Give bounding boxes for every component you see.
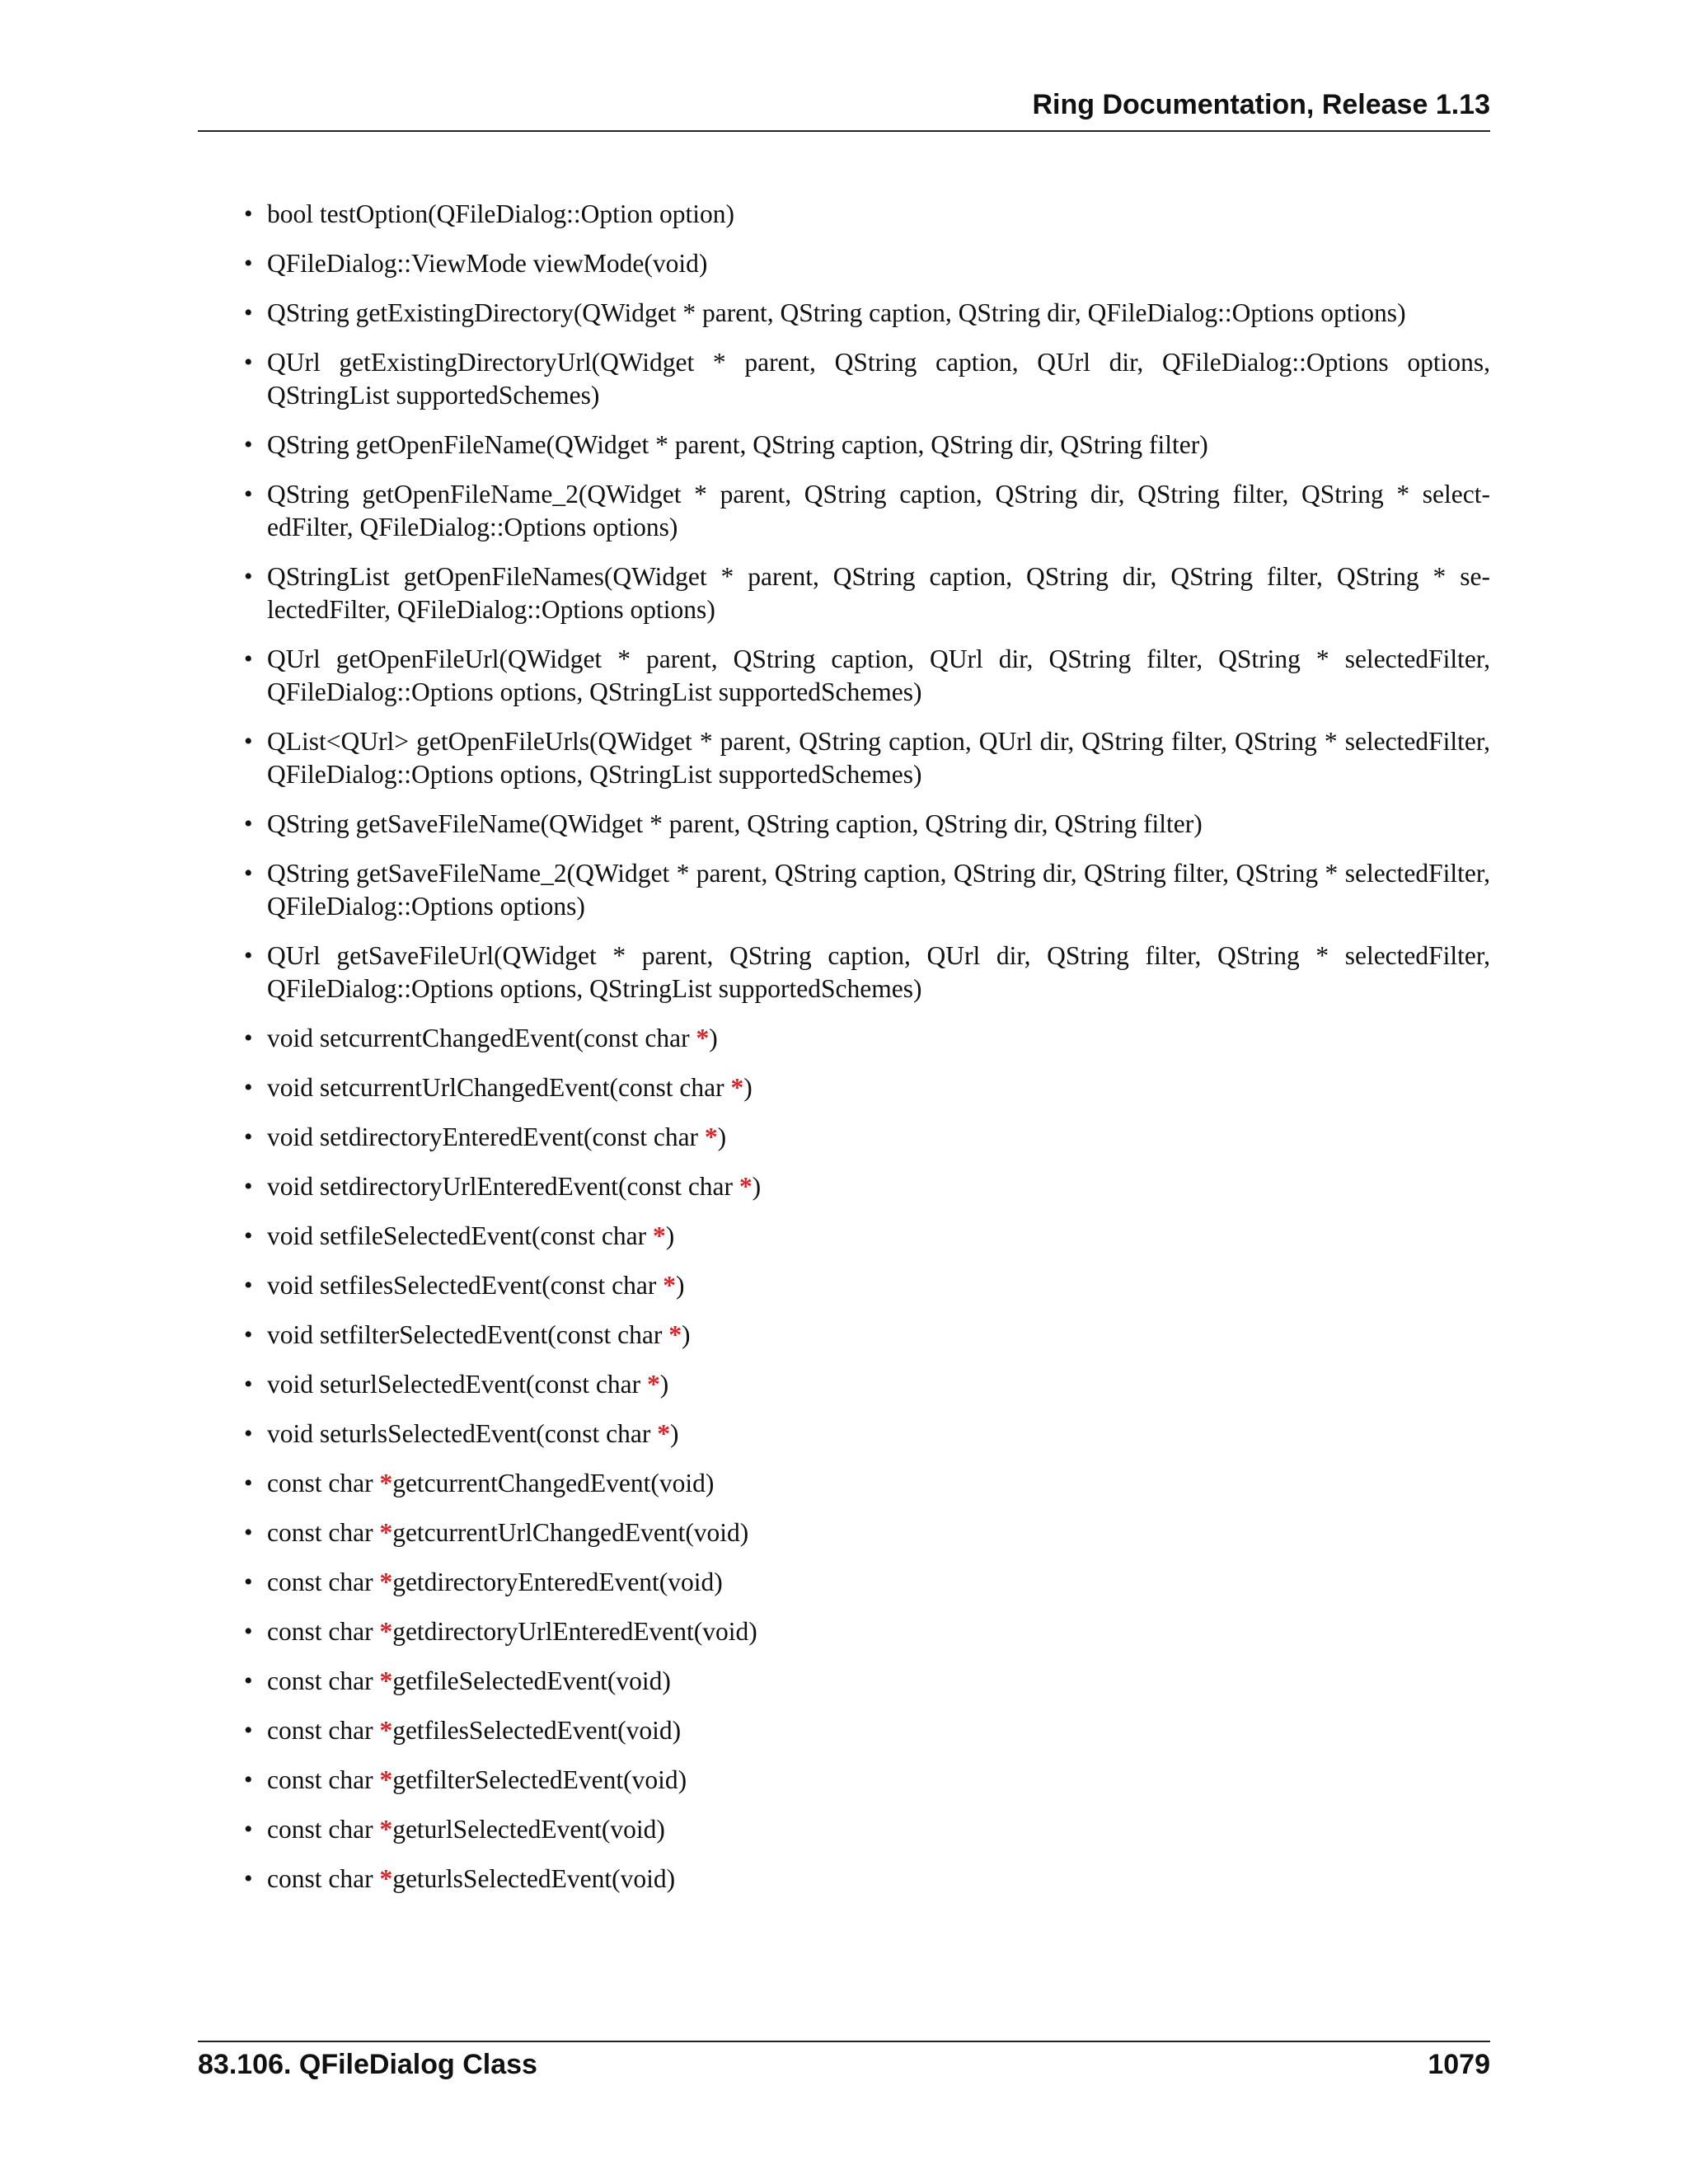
- method-signature-text: QString getSaveFileName_2(QWidget * parent, QString caption, QString dir, QString filter, QString * selectedFilter, QFileDialog::Options options): [267, 859, 1490, 921]
- list-item: [198, 1516, 1490, 1549]
- list-item: [198, 1022, 1490, 1055]
- method-signature-text: QString getExistingDirectory(QWidget * parent, QString caption, QString dir, QFileDialog::Options options): [267, 298, 1406, 327]
- bullet-icon: •: [244, 1568, 253, 1596]
- bullet-icon: •: [244, 645, 253, 673]
- pointer-asterisk: *: [738, 1172, 753, 1201]
- list-item: [198, 1714, 1490, 1747]
- method-signature-text: void setcurrentChangedEvent(const char: [267, 1024, 696, 1052]
- list-item: [198, 1418, 1490, 1451]
- bullet-icon: •: [244, 1865, 253, 1892]
- list-item: [198, 643, 1490, 709]
- method-signature-text: const char: [267, 1518, 380, 1547]
- list-item: [198, 429, 1490, 462]
- pointer-asterisk: *: [663, 1271, 676, 1300]
- method-signature-text: const char: [267, 1617, 380, 1646]
- bullet-icon: •: [244, 1123, 253, 1151]
- list-item: [198, 560, 1490, 626]
- bullet-icon: •: [244, 1371, 253, 1398]
- list-item: [198, 1467, 1490, 1500]
- list-item: [198, 247, 1490, 280]
- bullet-icon: •: [244, 1469, 253, 1497]
- bullet-icon: •: [244, 480, 253, 508]
- bullet-icon: •: [244, 860, 253, 887]
- method-signature-text: QUrl getSaveFileUrl(QWidget * parent, QString caption, QUrl dir, QString filter, QString * selectedFilter, QFileDialog::Options options, QStringList supportedSchemes): [267, 941, 1490, 1003]
- bullet-icon: •: [244, 1272, 253, 1299]
- bullet-icon: •: [244, 349, 253, 376]
- bullet-icon: •: [244, 1618, 253, 1645]
- method-signature-text: QFileDialog::ViewMode viewMode(void): [267, 249, 708, 278]
- bullet-icon: •: [244, 250, 253, 277]
- pointer-asterisk: *: [379, 1864, 393, 1893]
- bullet-icon: •: [244, 728, 253, 755]
- method-signature-tail: getfilesSelectedEvent(void): [392, 1716, 682, 1745]
- bullet-icon: •: [244, 1024, 253, 1052]
- bullet-icon: •: [244, 563, 253, 590]
- list-item: [198, 1071, 1490, 1104]
- method-signature-text: QUrl getOpenFileUrl(QWidget * parent, QString caption, QUrl dir, QString filter, QString * selectedFilter, QFileDialog::Options options, QStringList supportedSchemes): [267, 644, 1490, 706]
- method-signature-text: const char: [267, 1568, 380, 1596]
- method-signature-tail: ): [675, 1271, 685, 1300]
- method-signature-tail: ): [752, 1172, 762, 1201]
- list-item: [198, 1121, 1490, 1154]
- pointer-asterisk: *: [646, 1370, 660, 1399]
- pointer-asterisk: *: [657, 1419, 670, 1448]
- method-signature-text: const char: [267, 1765, 380, 1794]
- list-item: [198, 725, 1490, 791]
- method-signature-text: void seturlSelectedEvent(const char: [267, 1370, 647, 1399]
- bullet-icon: •: [244, 200, 253, 227]
- list-item: [198, 1269, 1490, 1302]
- pointer-asterisk: *: [379, 1765, 393, 1794]
- list-item: [198, 198, 1490, 231]
- pointer-asterisk: *: [379, 1617, 393, 1646]
- method-signature-text: void setdirectoryUrlEnteredEvent(const char: [267, 1172, 739, 1201]
- method-signature-text: const char: [267, 1716, 380, 1745]
- method-signature-text: void setdirectoryEnteredEvent(const char: [267, 1122, 705, 1151]
- footer-section-title: 83.106. QFileDialog Class: [198, 2049, 537, 2080]
- method-signature-text: const char: [267, 1815, 380, 1844]
- bullet-icon: •: [244, 1222, 253, 1249]
- list-item: [198, 1566, 1490, 1599]
- list-item: [198, 940, 1490, 1005]
- list-item: [198, 1368, 1490, 1401]
- bullet-icon: •: [244, 1667, 253, 1694]
- method-signature-text: QUrl getExistingDirectoryUrl(QWidget * parent, QString caption, QUrl dir, QFileDialog::Options options, QStringList supportedSchemes): [267, 348, 1490, 410]
- bullet-icon: •: [244, 1717, 253, 1744]
- bullet-icon: •: [244, 942, 253, 969]
- pointer-asterisk: *: [704, 1122, 718, 1151]
- pointer-asterisk: *: [730, 1073, 744, 1102]
- bullet-icon: •: [244, 299, 253, 326]
- method-signature-tail: ): [665, 1221, 675, 1250]
- method-signature-tail: geturlSelectedEvent(void): [392, 1815, 665, 1844]
- footer-rule: [198, 2041, 1490, 2042]
- bullet-icon: •: [244, 1420, 253, 1447]
- list-item: [198, 1764, 1490, 1797]
- bullet-icon: •: [244, 1321, 253, 1348]
- method-signature-tail: getfileSelectedEvent(void): [392, 1666, 671, 1695]
- method-signature-text: void seturlsSelectedEvent(const char: [267, 1419, 658, 1448]
- list-item: [198, 297, 1490, 330]
- method-signature-tail: ): [717, 1122, 727, 1151]
- list-item: [198, 808, 1490, 841]
- bullet-icon: •: [244, 1816, 253, 1843]
- pointer-asterisk: *: [668, 1320, 682, 1349]
- method-signature-text: const char: [267, 1666, 380, 1695]
- method-signature-tail: getcurrentUrlChangedEvent(void): [392, 1518, 749, 1547]
- list-item: [198, 1319, 1490, 1352]
- list-item: [198, 1665, 1490, 1698]
- list-item: [198, 1170, 1490, 1203]
- list-item: [198, 346, 1490, 412]
- method-signature-text: QString getOpenFileName_2(QWidget * parent, QString caption, QString dir, QString filter, QString * selectedFilter, QFileDialog::Options options): [267, 480, 1490, 541]
- list-item: [198, 1220, 1490, 1253]
- bullet-icon: •: [244, 431, 253, 458]
- method-signature-tail: geturlsSelectedEvent(void): [392, 1864, 676, 1893]
- pointer-asterisk: *: [652, 1221, 666, 1250]
- method-signature-text: bool testOption(QFileDialog::Option option): [267, 199, 734, 228]
- method-signature-tail: ): [659, 1370, 669, 1399]
- list-item: [198, 1863, 1490, 1896]
- method-signature-tail: getdirectoryEnteredEvent(void): [392, 1568, 723, 1596]
- pointer-asterisk: *: [379, 1518, 393, 1547]
- pointer-asterisk: *: [379, 1666, 393, 1695]
- bullet-icon: •: [244, 1519, 253, 1546]
- method-signature-text: QString getOpenFileName(QWidget * parent, QString caption, QString dir, QString filter): [267, 430, 1208, 459]
- bullet-icon: •: [244, 810, 253, 837]
- method-signature-text: QStringList getOpenFileNames(QWidget * parent, QString caption, QString dir, QString filter, QString * selectedFilter, QFileDialog::Options options): [267, 562, 1490, 624]
- method-list: [198, 198, 1490, 1912]
- method-signature-tail: ): [669, 1419, 679, 1448]
- list-item: [198, 1615, 1490, 1648]
- method-signature-tail: getcurrentChangedEvent(void): [392, 1469, 715, 1497]
- pointer-asterisk: *: [379, 1568, 393, 1596]
- method-signature-text: void setfileSelectedEvent(const char: [267, 1221, 653, 1250]
- page-number: 1079: [1428, 2049, 1490, 2080]
- method-signature-text: void setfilesSelectedEvent(const char: [267, 1271, 663, 1300]
- method-signature-tail: getfilterSelectedEvent(void): [392, 1765, 687, 1794]
- method-signature-text: void setcurrentUrlChangedEvent(const char: [267, 1073, 731, 1102]
- bullet-icon: •: [244, 1074, 253, 1101]
- pointer-asterisk: *: [379, 1469, 393, 1497]
- header-title: Ring Documentation, Release 1.13: [1032, 89, 1490, 120]
- method-signature-text: void setfilterSelectedEvent(const char: [267, 1320, 669, 1349]
- list-item: [198, 857, 1490, 923]
- list-item: [198, 1813, 1490, 1846]
- method-signature-text: QList<QUrl> getOpenFileUrls(QWidget * parent, QString caption, QUrl dir, QString filter, QString * selectedFilter, QFileDialog::Options options, QStringList supportedSchemes): [267, 727, 1490, 789]
- pointer-asterisk: *: [379, 1815, 393, 1844]
- method-signature-tail: ): [681, 1320, 691, 1349]
- method-signature-tail: ): [709, 1024, 718, 1052]
- bullet-icon: •: [244, 1173, 253, 1200]
- method-signature-text: const char: [267, 1469, 380, 1497]
- header-rule: [198, 130, 1490, 132]
- pointer-asterisk: *: [379, 1716, 393, 1745]
- method-signature-text: const char: [267, 1864, 380, 1893]
- method-signature-tail: ): [743, 1073, 753, 1102]
- list-item: [198, 478, 1490, 544]
- method-signature-text: QString getSaveFileName(QWidget * parent, QString caption, QString dir, QString filter): [267, 809, 1203, 838]
- pointer-asterisk: *: [696, 1024, 710, 1052]
- bullet-icon: •: [244, 1766, 253, 1793]
- method-signature-tail: getdirectoryUrlEnteredEvent(void): [392, 1617, 757, 1646]
